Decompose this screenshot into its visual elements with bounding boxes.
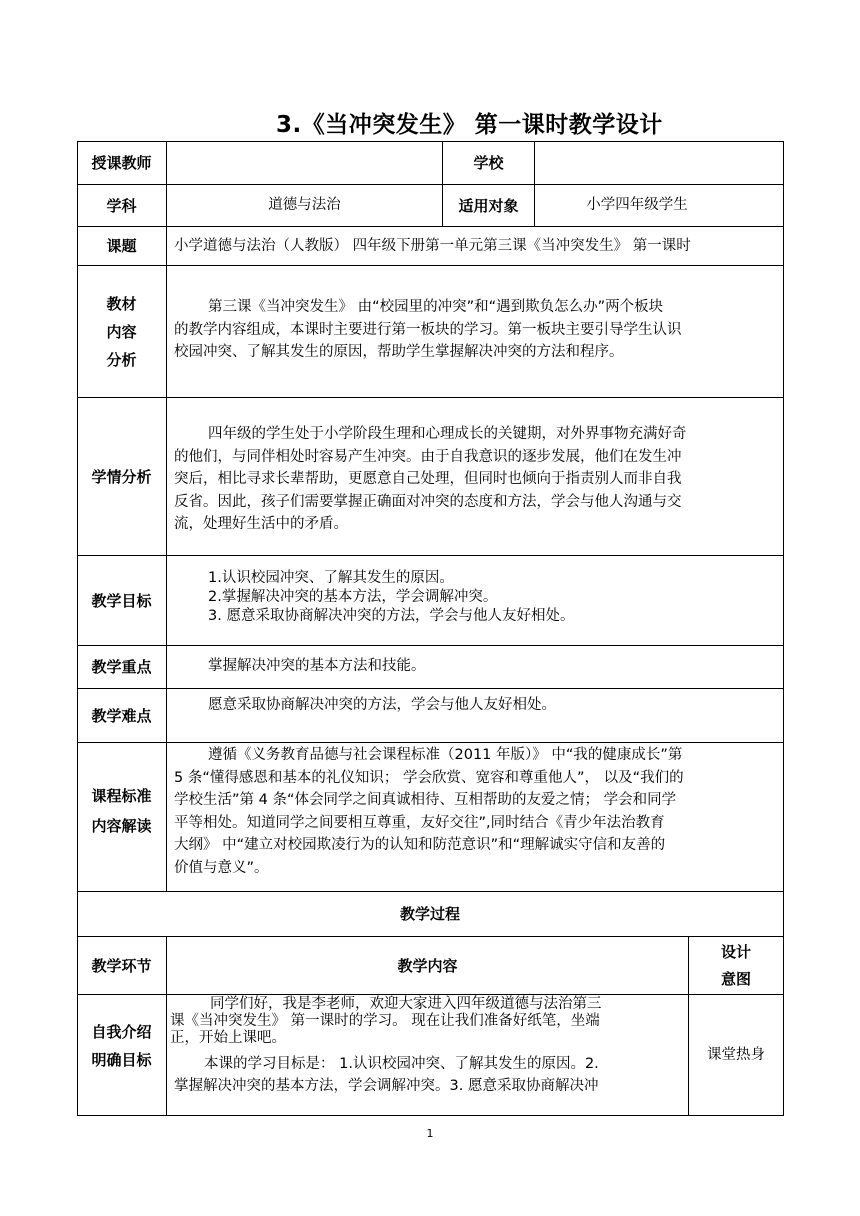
- intro-line-2: 课《当冲突发生》 第一课时的学习。 现在让我们准备好纸笔，坐端: [170, 1013, 600, 1029]
- students-label: 学情分析: [91, 467, 152, 486]
- goals-label: 教学目标: [91, 591, 152, 610]
- students-line-1: 四年级的学生处于小学阶段生理和心理成长的关键期，对外界事物充满好奇: [208, 426, 687, 442]
- col-content-header: 教学内容: [397, 956, 458, 975]
- col-intent-header: [689, 937, 783, 994]
- intro-intent: 课堂热身: [707, 1046, 765, 1063]
- intro-line-5: 掌握解决冲突的基本方法，学会调解冲突。3. 愿意采取协商解决冲: [174, 1078, 599, 1094]
- material-label-line-1: 教材: [106, 295, 137, 313]
- subject-value: 道德与法治: [268, 197, 341, 214]
- students-text: [174, 423, 780, 536]
- key-points-value: 掌握解决冲突的基本方法和技能。: [208, 658, 426, 674]
- key-points-label: 教学重点: [91, 658, 152, 676]
- col-intent-line-1: 设计: [720, 942, 751, 961]
- material-text: [174, 296, 780, 364]
- teacher-value: [167, 142, 442, 184]
- col-intent-line-2: 意图: [720, 969, 751, 988]
- page-number: 1: [426, 1127, 434, 1140]
- standards-label-line-2: 内容解读: [91, 817, 152, 835]
- goal-line-2: 2.掌握解决冲突的基本方法，学会调解冲突。: [208, 589, 498, 605]
- standards-line-3: 学校生活”第 4 条“体会同学之间真诚相待、互相帮助的友爱之情； 学会和同学: [174, 792, 677, 808]
- standards-line-2: 5 条“懂得感恩和基本的礼仪知识； 学会欣赏、宽容和尊重他人”， 以及“我们的: [174, 769, 684, 786]
- goal-line-3: 3. 愿意采取协商解决冲突的方法，学会与他人友好相处。: [208, 608, 575, 624]
- document-title: 3.《当冲突发生》 第一课时教学设计: [276, 112, 663, 138]
- intro-line-3: 正，开始上课吧。: [170, 1030, 286, 1046]
- intro-label-line-2: 明确目标: [91, 1051, 152, 1069]
- material-label: [77, 290, 166, 374]
- standards-label-line-1: 课程标准: [91, 787, 152, 805]
- standards-text: [174, 744, 780, 879]
- target-label: 适用对象: [458, 196, 519, 215]
- topic-label: 课题: [106, 237, 137, 255]
- goals-text: [208, 569, 778, 626]
- standards-line-6: 价值与意义”。: [174, 859, 269, 876]
- students-line-2: 的他们，与同伴相处时容易产生冲突。由于自我意识的逐步发展，他们在发生冲: [174, 448, 682, 465]
- intro-text: [170, 996, 684, 1097]
- difficulties-label: 教学难点: [91, 706, 152, 725]
- material-label-line-3: 分析: [106, 351, 137, 369]
- students-line-5: 流，处理好生活中的矛盾。: [174, 516, 348, 532]
- process-header: 教学过程: [399, 905, 460, 923]
- material-label-line-2: 内容: [106, 323, 137, 341]
- subject-label: 学科: [106, 196, 137, 215]
- teacher-label: 授课教师: [91, 154, 152, 172]
- goal-line-1: 1.认识校园冲突、了解其发生的原因。: [208, 570, 454, 586]
- col-stage-header: 教学环节: [91, 956, 152, 975]
- material-line-2: 的教学内容组成，本课时主要进行第一板块的学习。第一板块主要引导学生认识: [174, 321, 682, 338]
- school-label: 学校: [473, 154, 504, 172]
- school-value: [535, 142, 783, 184]
- intro-label-line-1: 自我介绍: [91, 1023, 152, 1041]
- material-line-3: 校园冲突、了解其发生的原因，帮助学生掌握解决冲突的方法和程序。: [174, 344, 624, 360]
- topic-value: 小学道德与法治（人教版） 四年级下册第一单元第三课《当冲突发生》 第一课时: [174, 238, 691, 254]
- students-line-3: 突后，相比寻求长辈帮助，更愿意自己处理，但同时也倾向于指责别人而非自我: [174, 471, 682, 487]
- students-line-4: 反省。因此，孩子们需要掌握正确面对冲突的态度和方法，学会与他人沟通与交: [174, 493, 682, 510]
- standards-line-5: 大纲》 中“建立对校园欺凌行为的认知和防范意识”和“理解诚实守信和友善的: [174, 837, 666, 853]
- intro-label: [77, 1018, 166, 1074]
- material-line-1: 第三课《当冲突发生》 由“校园里的冲突”和“遇到欺负怎么办”两个板块: [208, 299, 664, 315]
- standards-line-4: 平等相处。知道同学之间要相互尊重，友好交往”,同时结合《青少年法治教育: [174, 814, 665, 831]
- difficulties-value: 愿意采取协商解决冲突的方法，学会与他人友好相处。: [208, 697, 556, 713]
- intro-line-4: 本课的学习目标是： 1.认识校园冲突、了解其发生的原因。2.: [204, 1056, 599, 1072]
- standards-line-1: 遵循《义务教育品德与社会课程标准（2011 年版）》 中“我的健康成长”第: [208, 747, 683, 763]
- target-value: 小学四年级学生: [586, 197, 688, 214]
- intro-line-1: 同学们好，我是李老师，欢迎大家进入四年级道德与法治第三: [210, 996, 602, 1012]
- standards-label: [77, 775, 166, 847]
